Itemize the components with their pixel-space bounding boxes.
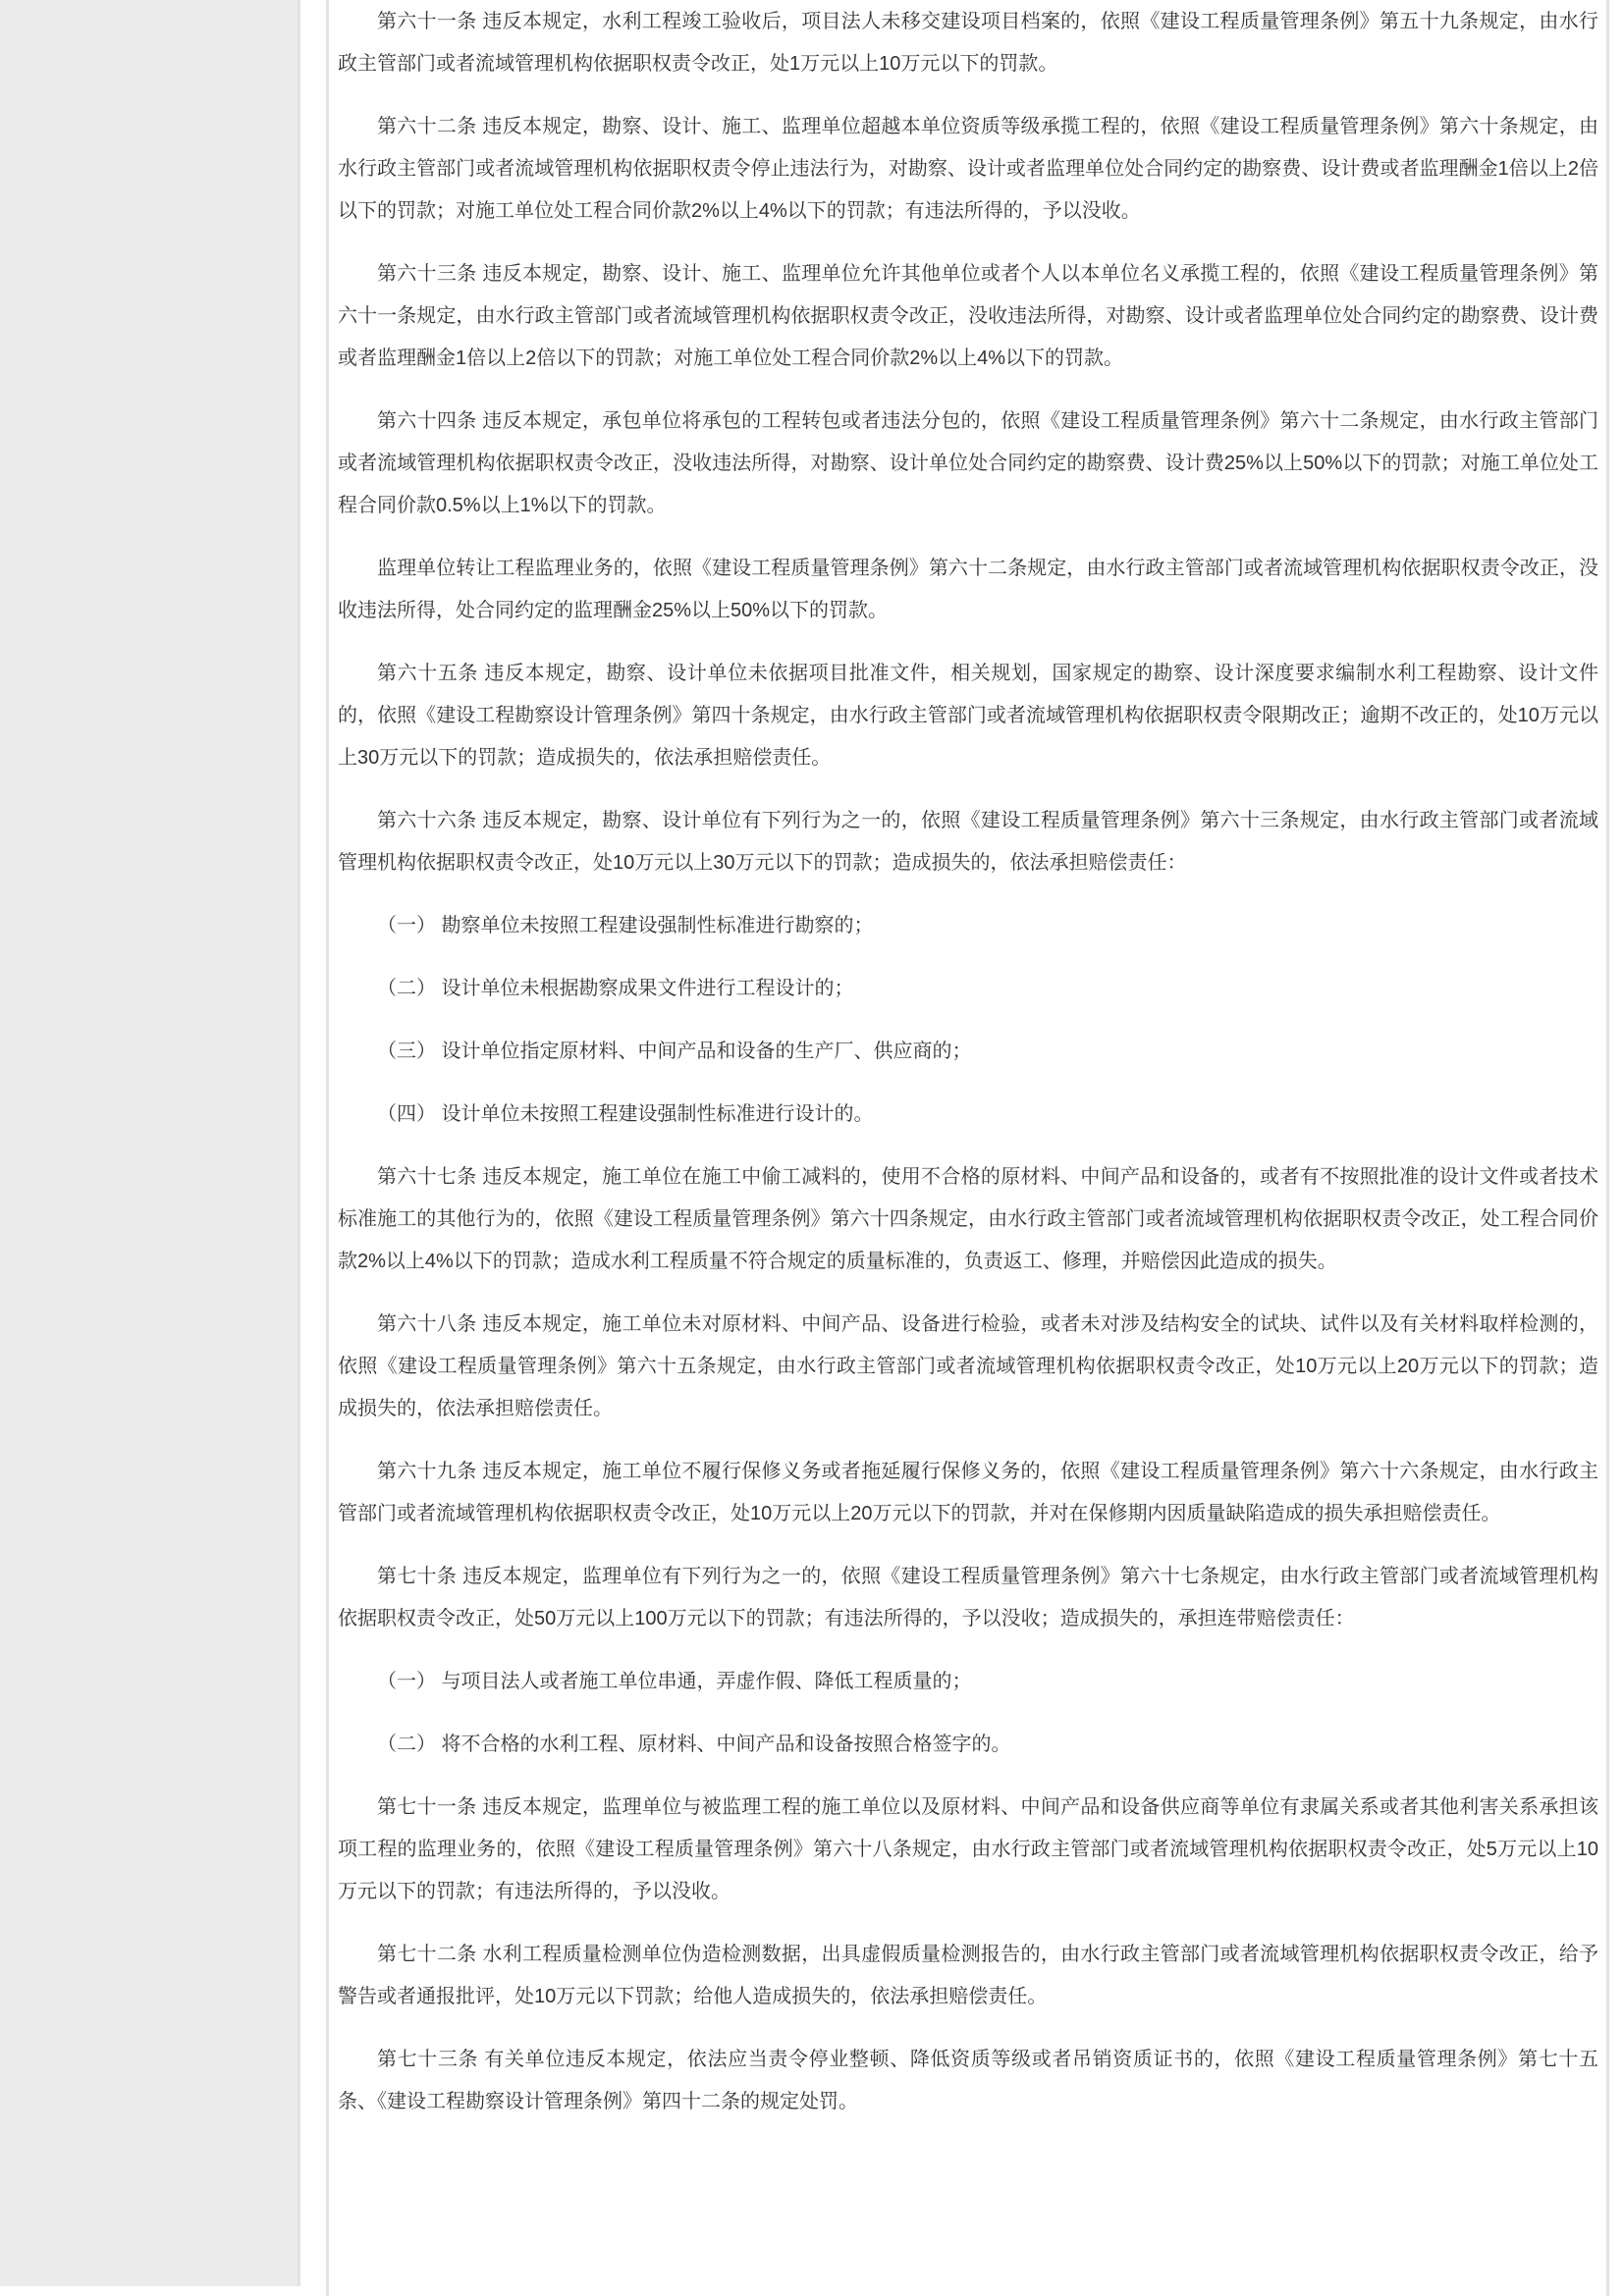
article-70-item-2: （二） 将不合格的水利工程、原材料、中间产品和设备按照合格签字的。 — [377, 1734, 1011, 1755]
article-64-supplement-paragraph: 监理单位转让工程监理业务的，依照《建设工程质量管理条例》第六十二条规定，由水行政主管部门或者流域管理机构依据职权责令改正，没收违法所得，处合同约定的监理酬金25%以上50%以下的罚款。 — [338, 558, 1598, 621]
sidebar-panel — [0, 0, 300, 2286]
article-65-paragraph: 第六十五条 违反本规定，勘察、设计单位未依据项目批准文件，相关规划，国家规定的勘察、设计深度要求编制水利工程勘察、设计文件的，依照《建设工程勘察设计管理条例》第四十条规定，由水行政主管部门或者流域管理机构依据职权责令限期改正；逾期不改正的，处10万元以上30万元以下的罚款；造成损失的，依法承担赔偿责任。 — [338, 663, 1598, 769]
article-66-item-2: （二） 设计单位未根据勘察成果文件进行工程设计的； — [377, 978, 854, 999]
article-66-paragraph: 第六十六条 违反本规定，勘察、设计单位有下列行为之一的，依照《建设工程质量管理条例》第六十三条规定，由水行政主管部门或者流域管理机构依据职权责令改正，处10万元以上30万元以下的罚款；造成损失的，依法承担赔偿责任： — [338, 810, 1598, 874]
article-69-paragraph: 第六十九条 违反本规定，施工单位不履行保修义务或者拖延履行保修义务的，依照《建设工程质量管理条例》第六十六条规定，由水行政主管部门或者流域管理机构依据职权责令改正，处10万元以上20万元以下的罚款，并对在保修期内因质量缺陷造成的损失承担赔偿责任。 — [338, 1461, 1598, 1524]
article-62-paragraph: 第六十二条 违反本规定，勘察、设计、施工、监理单位超越本单位资质等级承揽工程的，依照《建设工程质量管理条例》第六十条规定，由水行政主管部门或者流域管理机构依据职权责令停止违法行为，对勘察、设计或者监理单位处合同约定的勘察费、设计费或者监理酬金1倍以上2倍以下的罚款；对施工单位处工程合同价款2%以上4%以下的罚款；有违法所得的，予以没收。 — [338, 116, 1598, 222]
article-68-paragraph: 第六十八条 违反本规定，施工单位未对原材料、中间产品、设备进行检验，或者未对涉及结构安全的试块、试件以及有关材料取样检测的，依照《建设工程质量管理条例》第六十五条规定，由水行政主管部门或者流域管理机构依据职权责令改正，处10万元以上20万元以下的罚款；造成损失的，依法承担赔偿责任。 — [338, 1313, 1598, 1419]
article-73-paragraph: 第七十三条 有关单位违反本规定，依法应当责令停业整顿、降低资质等级或者吊销资质证书的，依照《建设工程质量管理条例》第七十五条、《建设工程勘察设计管理条例》第四十二条的规定处罚。 — [338, 2049, 1598, 2112]
article-66-item-3: （三） 设计单位指定原材料、中间产品和设备的生产厂、供应商的； — [377, 1041, 972, 1062]
article-72-paragraph: 第七十二条 水利工程质量检测单位伪造检测数据，出具虚假质量检测报告的，由水行政主管部门或者流域管理机构依据职权责令改正，给予警告或者通报批评，处10万元以下罚款；给他人造成损失的，依法承担赔偿责任。 — [338, 1944, 1598, 2007]
article-67-paragraph: 第六十七条 违反本规定，施工单位在施工中偷工减料的，使用不合格的原材料、中间产品和设备的，或者有不按照批准的设计文件或者技术标准施工的其他行为的，依照《建设工程质量管理条例》第六十四条规定，由水行政主管部门或者流域管理机构依据职权责令改正，处工程合同价款2%以上4%以下的罚款；造成水利工程质量不符合规定的质量标准的，负责返工、修理，并赔偿因此造成的损失。 — [338, 1166, 1598, 1272]
article-66-item-1: （一） 勘察单位未按照工程建设强制性标准进行勘察的； — [377, 915, 874, 936]
article-61-paragraph: 第六十一条 违反本规定，水利工程竣工验收后，项目法人未移交建设项目档案的，依照《建设工程质量管理条例》第五十九条规定，由水行政主管部门或者流域管理机构依据职权责令改正，处1万元以上10万元以下的罚款。 — [338, 11, 1598, 75]
content-left-divider — [326, 0, 329, 2296]
content-right-divider — [1606, 0, 1609, 2296]
article-70-paragraph: 第七十条 违反本规定，监理单位有下列行为之一的，依照《建设工程质量管理条例》第六十七条规定，由水行政主管部门或者流域管理机构依据职权责令改正，处50万元以上100万元以下的罚款；有违法所得的，予以没收；造成损失的，承担连带赔偿责任： — [338, 1566, 1598, 1629]
article-64-paragraph: 第六十四条 违反本规定，承包单位将承包的工程转包或者违法分包的，依照《建设工程质量管理条例》第六十二条规定，由水行政主管部门或者流域管理机构依据职权责令改正，没收违法所得，对勘察、设计单位处合同约定的勘察费、设计费25%以上50%以下的罚款；对施工单位处工程合同价款0.5%以上1%以下的罚款。 — [338, 410, 1598, 516]
article-71-paragraph: 第七十一条 违反本规定，监理单位与被监理工程的施工单位以及原材料、中间产品和设备供应商等单位有隶属关系或者其他利害关系承担该项工程的监理业务的，依照《建设工程质量管理条例》第六十八条规定，由水行政主管部门或者流域管理机构依据职权责令改正，处5万元以上10万元以下的罚款；有违法所得的，予以没收。 — [338, 1796, 1598, 1902]
article-63-paragraph: 第六十三条 违反本规定，勘察、设计、施工、监理单位允许其他单位或者个人以本单位名义承揽工程的，依照《建设工程质量管理条例》第六十一条规定，由水行政主管部门或者流域管理机构依据职权责令改正，没收违法所得，对勘察、设计或者监理单位处合同约定的勘察费、设计费或者监理酬金1倍以上2倍以下的罚款；对施工单位处工程合同价款2%以上4%以下的罚款。 — [338, 263, 1598, 369]
article-70-item-1: （一） 与项目法人或者施工单位串通，弄虚作假、降低工程质量的； — [377, 1671, 972, 1692]
document-body — [330, 0, 1606, 2144]
article-66-item-4: （四） 设计单位未按照工程建设强制性标准进行设计的。 — [377, 1103, 874, 1125]
